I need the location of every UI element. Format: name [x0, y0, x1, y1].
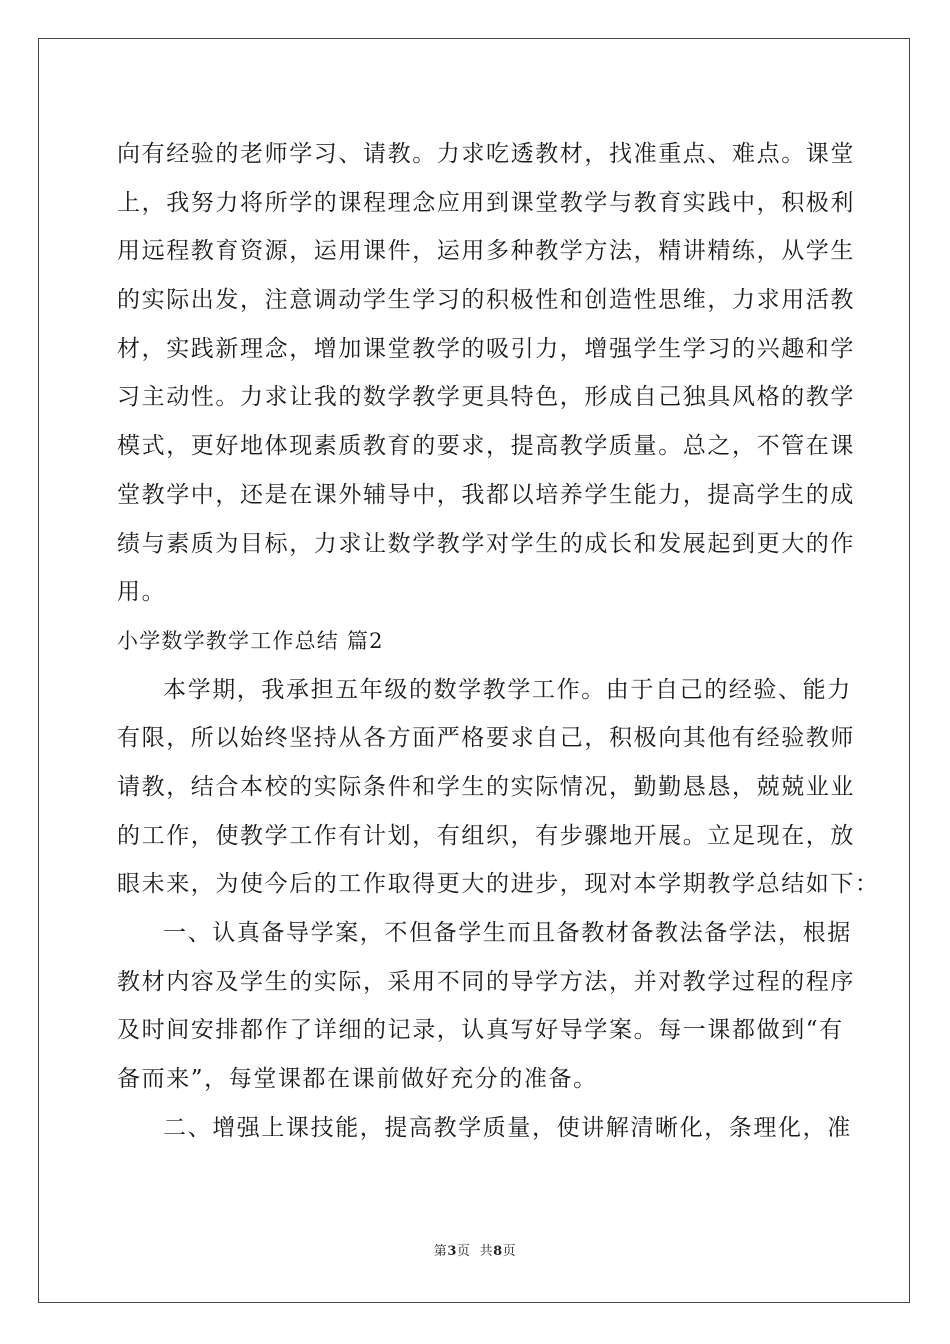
footer-mid: 页 共 [456, 1244, 494, 1259]
paragraph-line: 备而来”，每堂课都在课前做好充分的准备。 [117, 1066, 598, 1093]
section-heading: 小学数学教学工作总结 篇2 [117, 628, 384, 653]
paragraph-line: 眼未来，为使今后的工作取得更大的进步，现对本学期教学总结如下： [117, 871, 880, 898]
paragraph-line: 教材内容及学生的实际，采用不同的导学方法，并对教学过程的程序 [117, 968, 855, 995]
paragraph-line: 模式，更好地体现素质教育的要求，提高教学质量。总之，不管在课 [117, 433, 855, 460]
paragraph-line: 有限，所以始终坚持从各方面严格要求自己，积极向其他有经验教师 [117, 725, 855, 752]
paragraph-line: 向有经验的老师学习、请教。力求吃透教材，找准重点、难点。课堂 [117, 141, 855, 167]
paragraph-line: 用。 [117, 579, 167, 606]
document-body [117, 130, 880, 1152]
paragraph-line: 及时间安排都作了详细的记录，认真写好导学案。每一课都做到“有 [117, 1017, 844, 1044]
paragraph-line: 二、增强上课技能，提高教学质量，使讲解清晰化，条理化，准 [163, 1114, 852, 1141]
page-footer [0, 1240, 950, 1259]
current-page-number: 3 [447, 1244, 457, 1259]
paragraph-line: 请教，结合本校的实际条件和学生的实际情况，勤勤恳恳，兢兢业业 [117, 773, 855, 800]
paragraph-line: 一、认真备导学案，不但备学生而且备教材备教法备学法，根据 [163, 920, 852, 946]
paragraph-line: 的实际出发，注意调动学生学习的积极性和创造性思维，力求用活教 [117, 287, 855, 314]
paragraph-line: 习主动性。力求让我的数学教学更具特色，形成自己独具风格的教学 [117, 384, 855, 411]
paragraph-line: 堂教学中，还是在课外辅导中，我都以培养学生能力，提高学生的成 [117, 481, 855, 508]
paragraph-line: 用远程教育资源，运用课件，运用多种教学方法，精讲精练，从学生 [117, 238, 855, 265]
paragraph-line: 本学期，我承担五年级的数学教学工作。由于自己的经验、能力 [163, 676, 852, 703]
paragraph-line: 的工作，使教学工作有计划，有组织，有步骤地开展。立足现在，放 [117, 822, 855, 849]
total-page-number: 8 [493, 1244, 503, 1259]
paragraph-line: 绩与素质为目标，力求让数学教学对学生的成长和发展起到更大的作 [117, 530, 855, 557]
footer-prefix: 第 [433, 1244, 448, 1259]
paragraph-line: 材，实践新理念，增加课堂教学的吸引力，增强学生学习的兴趣和学 [117, 335, 855, 362]
paragraph-line: 上，我努力将所学的课程理念应用到课堂教学与教育实践中，积极利 [117, 189, 855, 216]
footer-suffix: 页 [502, 1244, 517, 1259]
